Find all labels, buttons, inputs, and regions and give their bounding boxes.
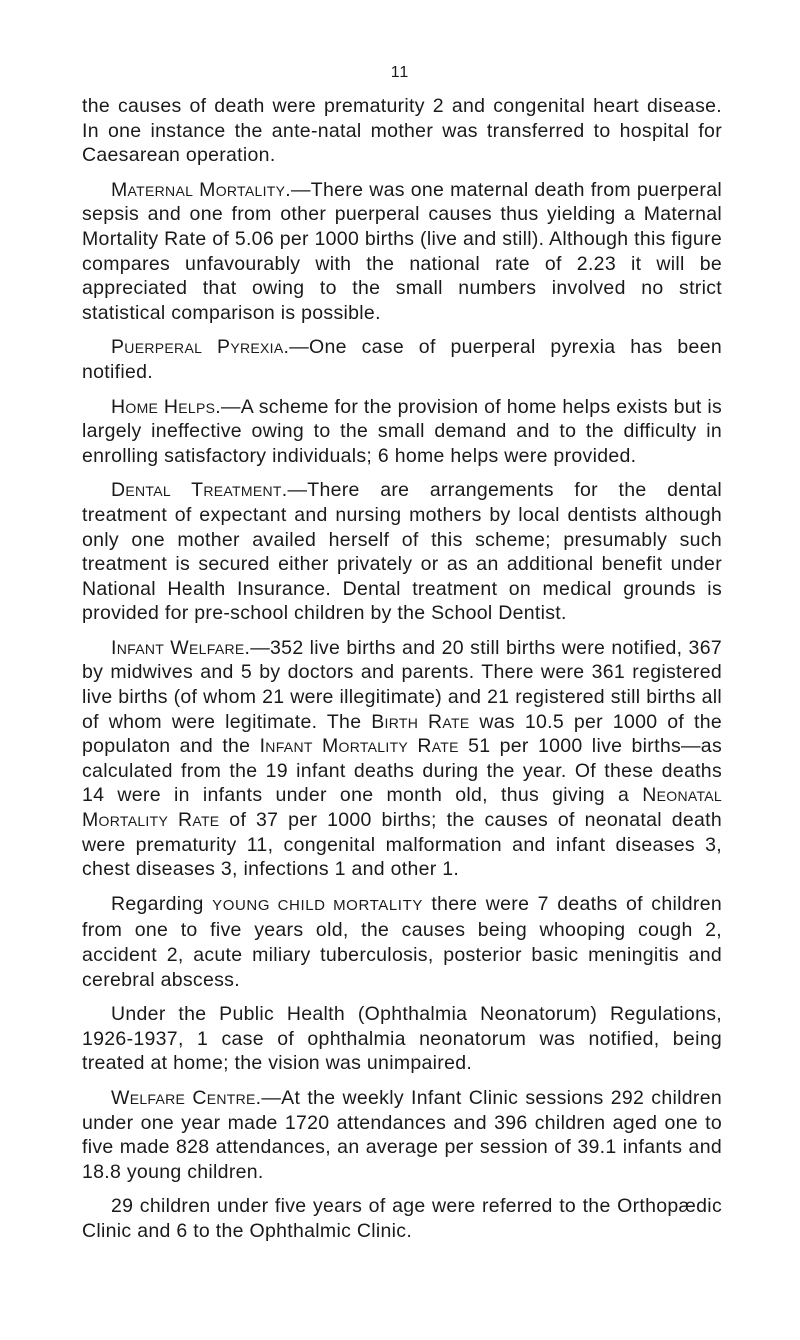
page-number: 11 [390, 64, 410, 81]
term-young-child-mortality: YOUNG CHILD MORTALITY [212, 896, 423, 914]
term-birth-rate: Birth Rate [371, 710, 470, 733]
paragraph-text: was 10.5 per 1000 of the populaton and the [82, 710, 722, 758]
paragraph-text: Under the Public Health (Ophthalmia Neonatorum) Regulations, 1926-1937, 1 case of ophthalmia neonatorum was notified, being treated at home; the vision was unimpaired. [82, 1003, 722, 1075]
section-heading: Infant Welfare. [111, 636, 251, 659]
paragraph-ophthalmia [82, 1002, 722, 1076]
paragraph-text: the causes of death were prematurity 2 and congenital heart disease. In one instance the ante-natal mother was transferred to hospital for Caesarean operation. [82, 95, 722, 167]
paragraph-text: there were 7 deaths of children from one to five years old, the causes being whooping cough 2, accident 2, acute miliary tuberculosis, posterior basic meningitis and cerebral abscess. [82, 892, 722, 991]
report-body [82, 94, 722, 1254]
term-infant-mortality-rate: Infant Mortality Rate [259, 735, 459, 758]
paragraph-text: 29 children under five years of age were referred to the Orthopædic Clinic and 6 to the Ophthalmic Clinic. [82, 1195, 722, 1242]
section-heading: Dental Treatment. [111, 479, 288, 502]
paragraph-text: —352 live births and 20 still births were notified, 367 by midwives and 5 by doctors and parents. There were 361 registered live births (of whom 21 were illegitimate) and 21 registered still births all of whom were legitimate. The [82, 636, 722, 733]
term-neonatal-mortality-rate: Neonatal Mortality Rate [82, 784, 722, 832]
paragraph-text: —There was one maternal death from puerperal sepsis and one from other puerperal causes thus yielding a Maternal Mortality Rate of 5.06 per 1000 births (live and still). Although this figure compares unfavourably with the national rate of 2.23 it will be appreciated that owing to the small numbers involved no strict statistical comparison is possible. [82, 178, 722, 324]
paragraph-text: 51 per 1000 live births—as calculated from the 19 infant deaths during the year. Of these deaths 14 were in infants under one month old, thus giving a [82, 735, 723, 807]
paragraph-home-helps [82, 395, 722, 469]
section-heading: Welfare Centre. [111, 1086, 262, 1109]
section-heading: Maternal Mortality. [111, 178, 291, 201]
paragraph-referrals [82, 1194, 722, 1243]
paragraph-text: —A scheme for the provision of home helps exists but is largely ineffective owing to the small demand and to the difficulty in enrolling satisfactory individuals; 6 home helps were provided. [82, 395, 722, 467]
paragraph-text: —One case of puerperal pyrexia has been notified. [82, 336, 722, 383]
paragraph-continuation [82, 94, 722, 168]
section-heading: Puerperal Pyrexia. [111, 336, 290, 359]
paragraph-text: —There are arrangements for the dental treatment of expectant and nursing mothers by local dentists although only one mother availed herself of this scheme; presumably such treatment is secured either privately or as an additional benefit under National Health Insurance. Dental treatment on medical grounds is provided for pre-school children by the School Dentist. [82, 479, 722, 625]
paragraph-dental-treatment [82, 478, 722, 626]
paragraph-text: Regarding [111, 892, 213, 915]
paragraph-welfare-centre [82, 1086, 722, 1184]
paragraph-infant-welfare [82, 636, 722, 882]
paragraph-text: of 37 per 1000 births; the causes of neonatal death were prematurity 11, congenital malformation and infant diseases 3, chest diseases 3, infections 1 and other 1. [82, 809, 722, 881]
paragraph-puerperal-pyrexia [82, 335, 722, 384]
paragraph-young-child-mortality [82, 892, 722, 992]
section-heading: Home Helps. [111, 395, 221, 418]
paragraph-text: —At the weekly Infant Clinic sessions 292 children under one year made 1720 attendances and 396 children aged one to five made 828 attendances, an average per session of 39.1 infants and 18.8 young children. [82, 1086, 722, 1183]
paragraph-maternal-mortality [82, 178, 722, 326]
